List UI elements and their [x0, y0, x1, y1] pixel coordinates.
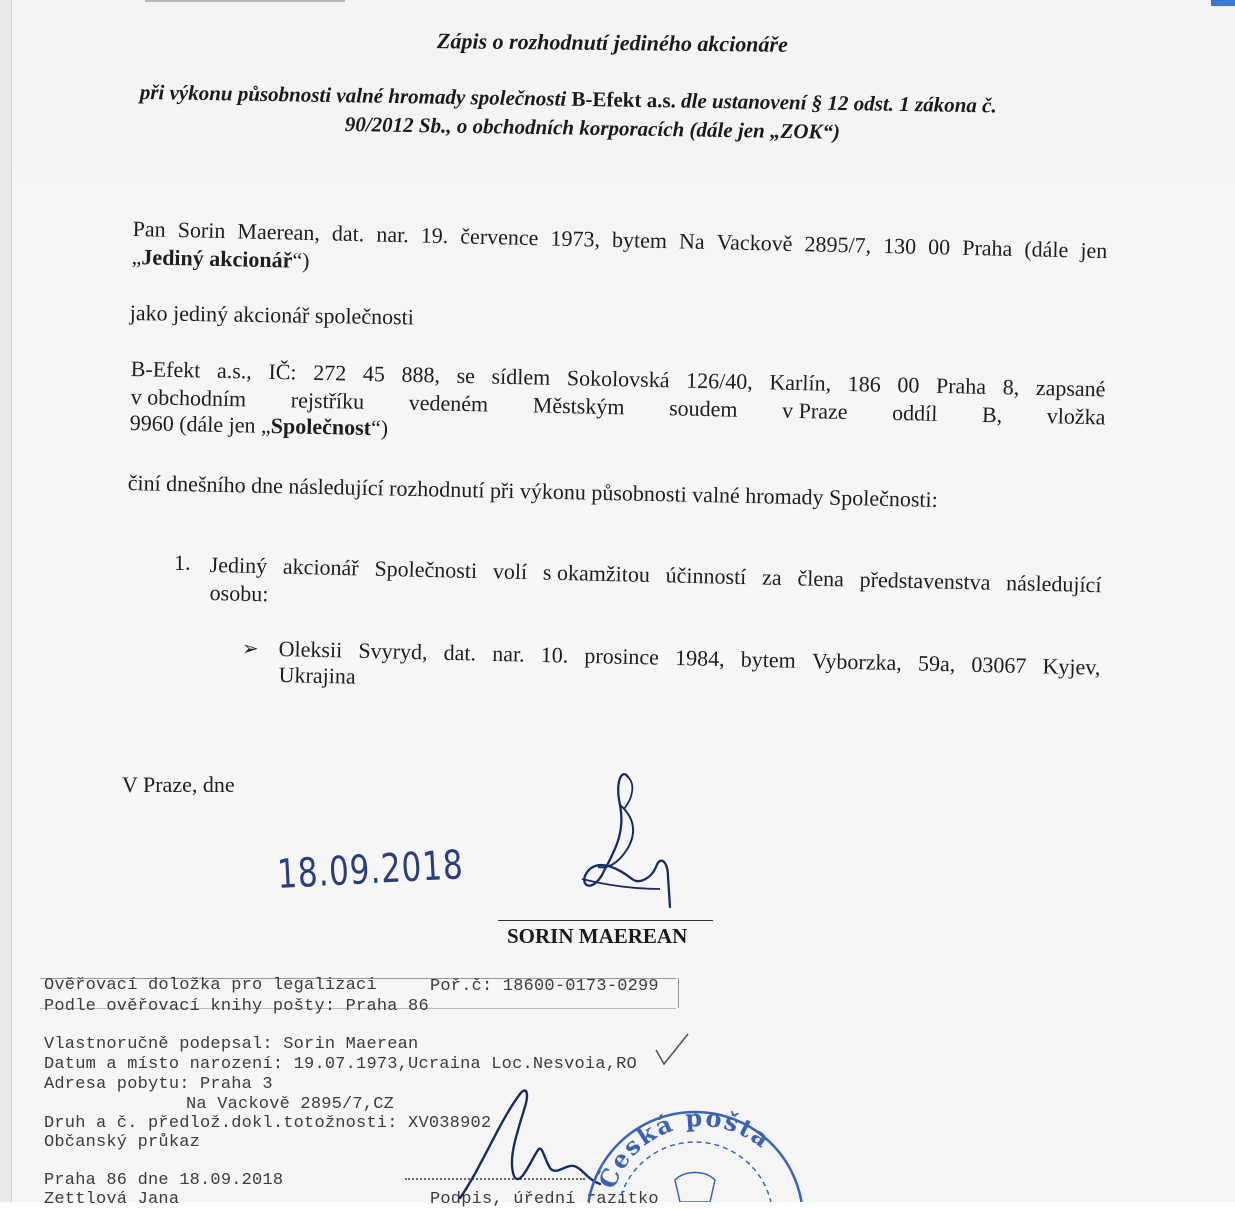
clause-line8: Občanský průkaz [44, 1133, 201, 1152]
word: 2895/7, [804, 231, 872, 258]
clause-line2: Podle ověřovací knihy pošty: Praha 86 [44, 997, 429, 1016]
word: 00 [897, 372, 920, 398]
word: 272 [312, 359, 347, 386]
word: 45 [362, 360, 386, 387]
subtitle-pre: při výkonu působnosti valné hromady společnosti [139, 80, 567, 111]
word: 00 [927, 234, 951, 260]
word: 126/40, [685, 367, 754, 395]
word: prosince [584, 642, 660, 670]
clause-line1-right: Poř.č: 18600-0173-0299 [430, 977, 659, 996]
para1-quote-close: “) [292, 247, 310, 274]
document-subtitle-line2: 90/2012 Sb., o obchodních korporacích (dále jen „ZOK“) [344, 112, 841, 144]
clause-line6: Na Vackově 2895/7,CZ [186, 1095, 395, 1114]
word: nar. [491, 640, 525, 667]
word: v obchodním [130, 384, 247, 412]
word: Sorin [177, 217, 226, 244]
bullet-line2: Ukrajina [278, 662, 356, 689]
word: s okamžitou [542, 559, 651, 587]
para3-pre: 9960 (dále jen „ [129, 410, 272, 438]
word: Praha [961, 234, 1013, 261]
word: Společnosti [374, 555, 478, 584]
clause-line5: Adresa pobytu: Praha 3 [44, 1075, 273, 1094]
place-date-label: V Praze, dne [122, 772, 235, 797]
word: volí [492, 558, 528, 585]
word: Sokolovská [566, 365, 670, 393]
word: Pan [132, 216, 166, 242]
clause-line1-left: Ověřovací doložka pro legalizaci [44, 976, 377, 995]
stamp-text-path: Česká pošta [592, 1102, 778, 1193]
para3-line3 [129, 410, 388, 441]
check-mark-icon [652, 1030, 692, 1070]
document-title: Zápis o rozhodnutí jediného akcionáře [436, 28, 788, 57]
word: 186 [847, 371, 882, 397]
word: jen [1080, 237, 1108, 264]
word: Maerean, [237, 218, 321, 246]
word: následující [1005, 570, 1102, 598]
clause-right-rule [678, 978, 679, 1008]
word: 03067 [971, 651, 1027, 678]
word: představenstva [859, 566, 991, 595]
para1-quote-open: „ [131, 244, 142, 270]
word: zapsané [1035, 374, 1106, 402]
para1-defined-term: Jediný akcionář [141, 244, 293, 273]
para3-defined-term: Společnost [270, 412, 372, 441]
word: bytem [740, 646, 797, 673]
para4: činí dnešního dne následující rozhodnutí při výkonu působnosti valné hromady Společnosti: [127, 470, 939, 512]
word: a.s., [216, 357, 253, 384]
scanner-artifact-line [145, 0, 345, 2]
word: dat. [443, 639, 477, 666]
word: za [761, 564, 782, 590]
word: bytem [611, 226, 668, 254]
para2: jako jediný akcionář společnosti [129, 300, 415, 330]
clause-line7: Druh a č. předlož.dokl.totožnosti: XV038902 [44, 1114, 492, 1133]
word: 59a, [917, 650, 956, 677]
word: nar. [376, 221, 410, 248]
word: července [460, 223, 539, 251]
word: rejstříku [290, 387, 365, 414]
subtitle-post: dle ustanovení § 12 odst. 1 zákona č. [680, 88, 997, 118]
bullet-arrow-icon: ➢ [242, 638, 259, 660]
handwritten-date: 18.09.2018 [276, 842, 465, 898]
clause-line11: Podpis, úřední razítko [430, 1190, 659, 1209]
word: Svyryd, [358, 637, 428, 665]
subtitle-company: B-Efekt a.s. [571, 86, 677, 113]
word: Jediný [209, 552, 268, 579]
word: B-Efekt [130, 356, 201, 383]
word: akcionář [282, 553, 359, 581]
clause-line10: Zettlová Jana [44, 1190, 180, 1209]
word: Praha [935, 372, 987, 399]
word: vedeném [408, 389, 489, 417]
handwritten-signature [560, 765, 690, 915]
word: (dále [1024, 236, 1069, 263]
word: 8, [1002, 374, 1020, 400]
word: 19. [420, 222, 449, 249]
word: účinností [665, 562, 747, 590]
clause-line9: Praha 86 dne 18.09.2018 [44, 1171, 284, 1190]
clause-line4: Datum a místo narození: 19.07.1973,Ucraina Loc.Nesvoia,RO [44, 1055, 637, 1074]
word: B, [981, 401, 1003, 428]
viewer-left-margin [0, 0, 12, 1202]
ceska-posta-stamp [570, 1100, 810, 1202]
item1-number: 1. [174, 550, 191, 575]
word: dat. [331, 220, 365, 247]
stamp-text [592, 1103, 777, 1193]
word: 1984, [674, 644, 725, 672]
para3-post: “) [370, 415, 389, 441]
word: 888, [401, 361, 441, 388]
word: Kyjev, [1042, 653, 1101, 680]
signatory-name: SORIN MAEREAN [507, 924, 688, 948]
word: 130 [882, 233, 917, 259]
word: Karlín, [769, 369, 832, 396]
signature-line [498, 920, 713, 921]
word: sídlem [491, 363, 551, 390]
para1-line2 [131, 244, 309, 274]
word: 1973, [550, 225, 601, 252]
word: v Praze [781, 397, 848, 425]
word: Vackově [716, 229, 793, 256]
word: Na [678, 228, 706, 254]
word: Vyborzka, [811, 648, 903, 676]
word: oddíl [891, 399, 938, 426]
item1-line2: osobu: [209, 580, 269, 607]
word: vložka [1046, 403, 1106, 430]
word: 10. [540, 641, 569, 668]
word: soudem [668, 395, 738, 422]
word: se [456, 362, 476, 389]
word: Městským [532, 392, 625, 420]
word: Oleksii [278, 636, 343, 663]
word: IČ: [268, 358, 297, 385]
clause-line3: Vlastnoručně podepsal: Sorin Maerean [44, 1035, 419, 1054]
word: člena [797, 565, 845, 592]
